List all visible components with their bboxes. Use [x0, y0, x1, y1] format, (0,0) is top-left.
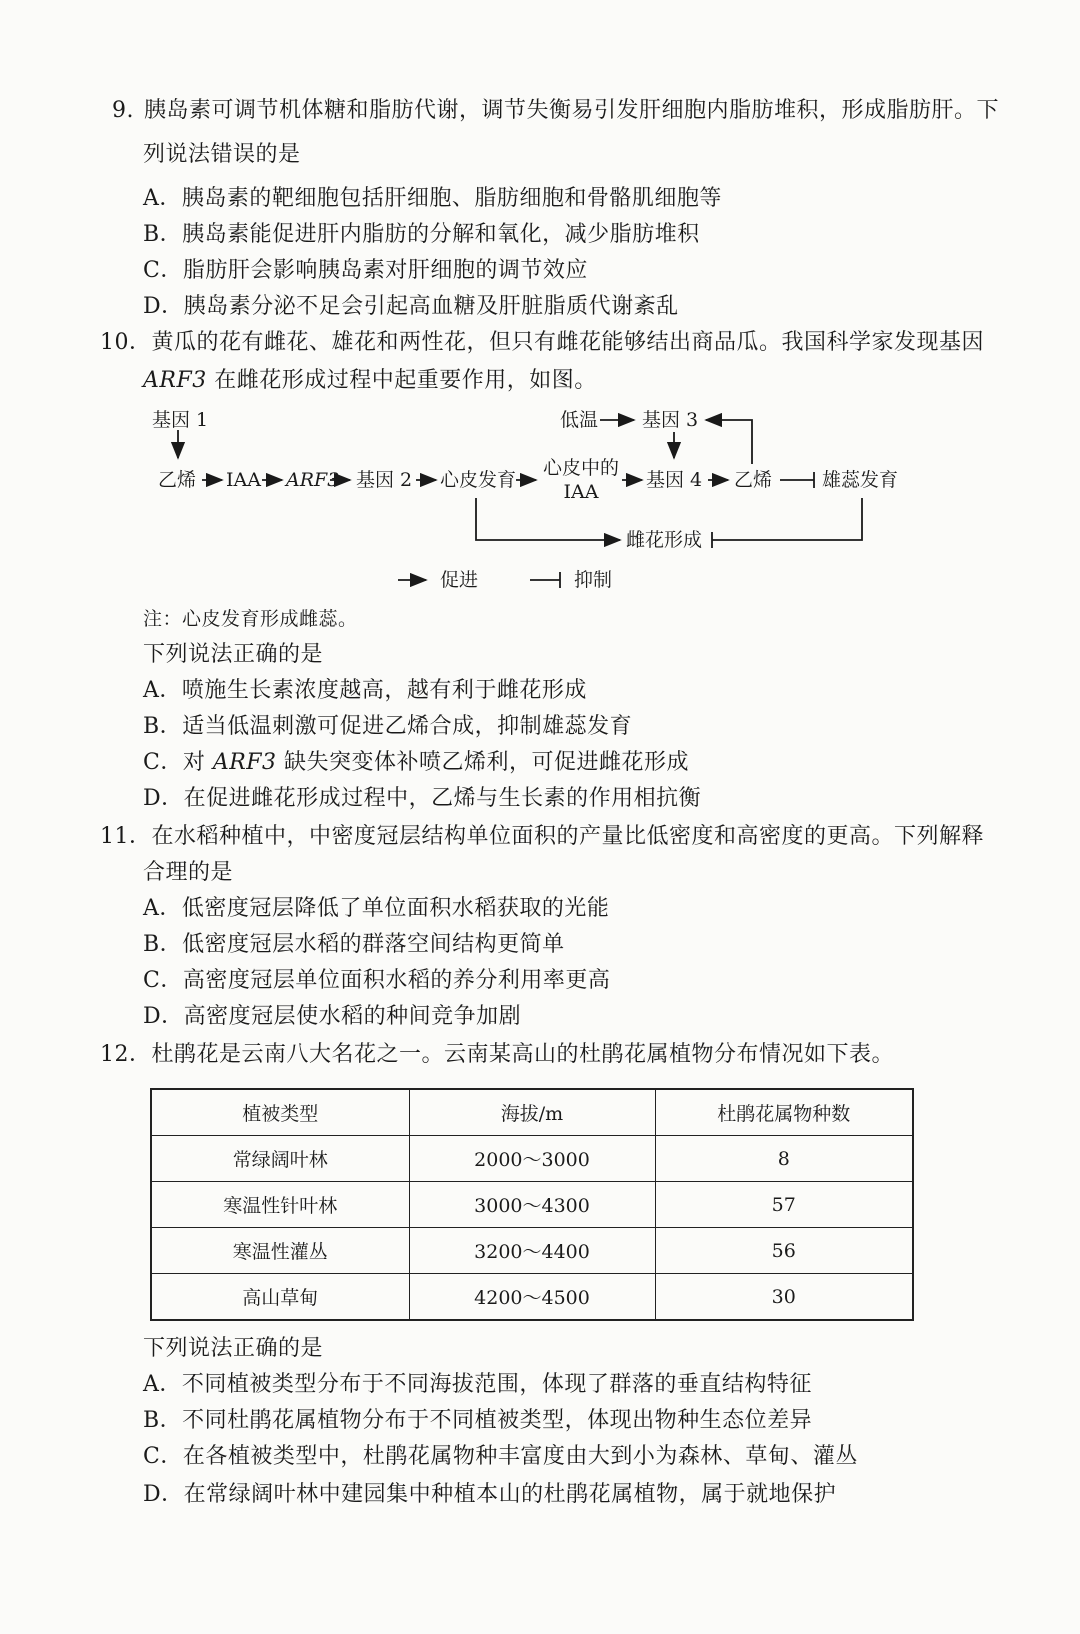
q10-gene-name: ARF3 [143, 368, 207, 393]
label-ethylene-2: 乙烯 [734, 469, 773, 491]
table-header: 海拔/m [409, 1089, 655, 1136]
q12-option-a[interactable]: A．不同植被类型分布于不同海拔范围，体现了群落的垂直结构特征 [143, 1372, 812, 1397]
label-carpel-iaa-line2: IAA [563, 481, 599, 503]
q10-number: 10． [100, 330, 152, 355]
table-cell: 寒温性灌丛 [151, 1228, 409, 1274]
table-row [151, 1228, 913, 1274]
label-iaa: IAA [226, 469, 261, 491]
q10-option-d[interactable] [143, 784, 701, 814]
legend-inhibit-label: 抑制 [574, 569, 613, 591]
table-header-row [151, 1089, 913, 1136]
table-cell: 56 [655, 1228, 913, 1274]
table-cell: 寒温性针叶林 [151, 1182, 409, 1228]
q10-option-b-text: B．适当低温刺激可促进乙烯合成，抑制雄蕊发育 [143, 714, 633, 739]
rhododendron-table [150, 1088, 914, 1321]
q10-option-c-suffix: 缺失突变体补喷乙烯利，可促进雌花形成 [276, 750, 690, 775]
q9-stem-line2 [143, 140, 301, 170]
table-row [151, 1182, 913, 1228]
q10-stem-line1 [100, 328, 984, 358]
q9-stem-text: 胰岛素可调节机体糖和脂肪代谢，调节失衡易引发肝细胞内脂肪堆积，形成脂肪肝。下 [144, 98, 1000, 123]
inhibit-stamen-female [712, 498, 862, 540]
table-header: 植被类型 [151, 1089, 409, 1136]
q12-stem-text: 杜鹃花是云南八大名花之一。云南某高山的杜鹃花属植物分布情况如下表。 [151, 1042, 895, 1067]
table-cell: 3000～4300 [409, 1182, 655, 1228]
table-cell: 4200～4500 [409, 1274, 655, 1321]
table-row [151, 1136, 913, 1182]
label-arf3: ARF3 [286, 469, 340, 491]
label-gene2: 基因 2 [356, 469, 413, 491]
q10-option-c-gene: ARF3 [212, 750, 277, 775]
q12-number: 12． [100, 1042, 152, 1067]
q12-option-c[interactable]: C．在各植被类型中，杜鹃花属物种丰富度由大到小为森林、草甸、灌丛 [143, 1444, 858, 1469]
q12-option-b[interactable]: B．不同杜鹃花属植物分布于不同植被类型，体现出物种生态位差异 [143, 1408, 813, 1433]
legend-promote-label: 促进 [440, 569, 479, 591]
q11-number: 11． [100, 824, 152, 849]
q11-option-c[interactable]: C．高密度冠层单位面积水稻的养分利用率更高 [143, 968, 611, 993]
label-female-formation: 雌花形成 [626, 529, 703, 551]
arrow-ethylene-gene3 [706, 420, 752, 464]
q10-option-b[interactable] [143, 712, 632, 742]
q9-option-a[interactable]: A．胰岛素的靶细胞包括肝细胞、脂肪细胞和骨骼肌细胞等 [143, 186, 722, 211]
label-gene4: 基因 4 [646, 469, 703, 491]
table-cell: 2000～3000 [409, 1136, 655, 1182]
q10-option-a[interactable] [143, 676, 587, 706]
q9-option-c[interactable]: C．脂肪肝会影响胰岛素对肝细胞的调节效应 [143, 258, 588, 283]
q12-ask: 下列说法正确的是 [143, 1336, 324, 1361]
table-cell: 常绿阔叶林 [151, 1136, 409, 1182]
table-cell: 高山草甸 [151, 1274, 409, 1321]
q11-option-d[interactable]: D．高密度冠层使水稻的种间竞争加剧 [143, 1004, 522, 1029]
table-row [151, 1274, 913, 1321]
q11-option-a[interactable]: A．低密度冠层降低了单位面积水稻获取的光能 [143, 896, 610, 921]
q9-option-d[interactable]: D．胰岛素分泌不足会引起高血糖及肝脏脂质代谢紊乱 [143, 294, 679, 319]
q10-stem-rest: 在雌花形成过程中起重要作用，如图。 [206, 368, 597, 393]
q10-stem-text: 黄瓜的花有雌花、雄花和两性花，但只有雌花能够结出商品瓜。我国科学家发现基因 [151, 330, 985, 355]
q11-stem-line1 [100, 822, 984, 852]
q9-option-b[interactable]: B．胰岛素能促进肝内脂肪的分解和氧化，减少脂肪堆积 [143, 222, 700, 247]
q12-stem [100, 1040, 894, 1070]
q9-stem-line1 [112, 96, 999, 126]
label-carpel-development: 心皮发育 [440, 469, 517, 491]
q9-number: 9. [112, 98, 134, 123]
diagram-arrows [150, 400, 970, 625]
q9-stem-prefix: 列说法 [143, 142, 211, 167]
table-header: 杜鹃花属物种数 [655, 1089, 913, 1136]
label-gene1: 基因 1 [152, 409, 209, 431]
q10-ask: 下列说法正确的是 [143, 642, 324, 667]
label-ethylene-1: 乙烯 [158, 469, 197, 491]
q10-note: 注：心皮发育形成雌蕊。 [143, 608, 358, 630]
label-carpel-iaa-line1: 心皮中的 [542, 457, 619, 479]
q11-option-b[interactable]: B．低密度冠层水稻的群落空间结构更简单 [143, 932, 565, 957]
q11-stem-text: 在水稻种植中，中密度冠层结构单位面积的产量比低密度和高密度的更高。下列解释 [151, 824, 985, 849]
q10-stem-line2 [143, 366, 597, 396]
label-stamen-development: 雄蕊发育 [822, 469, 899, 491]
regulation-diagram [150, 400, 970, 625]
table-cell: 3200～4400 [409, 1228, 655, 1274]
q9-emphasis-word: 错误 [210, 142, 256, 167]
label-low-temp: 低温 [560, 409, 599, 431]
q10-option-c-prefix: C．对 [143, 750, 213, 775]
q12-option-d[interactable]: D．在常绿阔叶林中建园集中种植本山的杜鹃花属植物，属于就地保护 [143, 1482, 837, 1507]
arrow-carpel-female [476, 498, 620, 540]
table-cell: 8 [655, 1136, 913, 1182]
q11-stem-line2: 合理的是 [143, 860, 234, 885]
q10-option-c[interactable] [143, 748, 689, 778]
label-carpel-iaa [540, 456, 622, 504]
table-cell: 30 [655, 1274, 913, 1321]
q10-option-d-text: D．在促进雌花形成过程中，乙烯与生长素的作用相抗衡 [143, 786, 702, 811]
label-gene3: 基因 3 [642, 409, 699, 431]
q10-option-a-text: A．喷施生长素浓度越高，越有利于雌花形成 [143, 678, 587, 703]
table-cell: 57 [655, 1182, 913, 1228]
q9-stem-suffix: 的是 [255, 142, 301, 167]
